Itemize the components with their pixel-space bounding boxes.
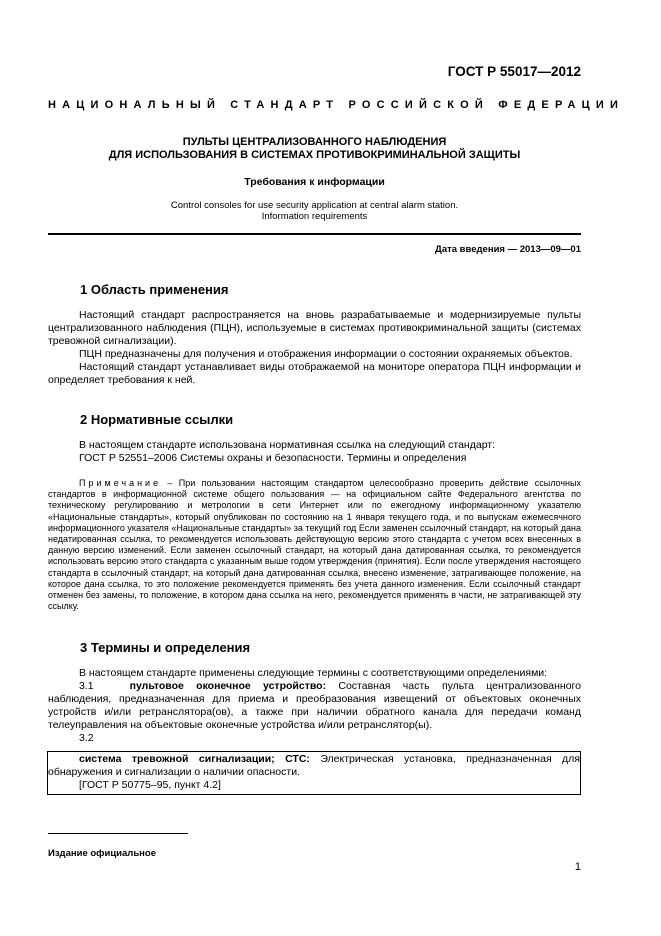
term-3-1-number: 3.1 <box>79 680 94 692</box>
section-3-body <box>48 667 581 745</box>
term-3-2 <box>48 753 580 779</box>
introduction-date: Дата введения — 2013—09—01 <box>435 244 581 255</box>
term-3-2-source: [ГОСТ Р 50775–95, пункт 4.2] <box>79 779 221 791</box>
title-line-2: ДЛЯ ИСПОЛЬЗОВАНИЯ В СИСТЕМАХ ПРОТИВОКРИМИНАЛЬНОЙ ЗАЩИТЫ <box>108 149 521 161</box>
national-standard-heading: НАЦИОНАЛЬНЫЙ СТАНДАРТ РОССИЙСКОЙ ФЕДЕРАЦИИ <box>48 99 625 111</box>
section-2-paragraph-1: В настоящем стандарте использована нормативная ссылка на следующий стандарт: <box>79 439 496 451</box>
term-3-1-definition: Составная часть пульта централизованного наблюдения, предназначенная для приема и преобразования извещений от объектовых оконечных устройств и/или ретранслятора(ов), а также при наличии обратного канала для передачи команд телеуправления на объектовые оконечные устройства и/или ретранслятор(ы). <box>48 680 581 731</box>
edition-label: Издание официальное <box>48 848 156 859</box>
english-title-line-2: Information requirements <box>261 211 368 222</box>
section-3-heading: 3 Термины и определения <box>80 640 251 655</box>
term-3-1-name: пультовое оконечное устройство: <box>129 680 327 692</box>
note-label: Примечание <box>79 478 162 488</box>
section-3-paragraph-1: В настоящем стандарте применены следующие термины с соответствующими определениями: <box>79 667 548 679</box>
title-divider <box>48 233 581 235</box>
section-1-heading: 1 Область применения <box>80 282 229 297</box>
english-title-line-1: Control consoles for use security application at central alarm station. <box>170 200 459 211</box>
footer-divider <box>48 833 188 834</box>
section-1-body <box>48 309 581 387</box>
page-number: 1 <box>574 861 581 873</box>
note-text: – При пользовании настоящим стандартом целесообразно проверить действие ссылочных стандартов в информационной системе общего пользования — на официальном сайте Федерального агентства по техническому регулированию и метрологии в сети Интернет или по ежегодному информационному указателю «Национальные стандарты», который опубликован по состоянию на 1 января текущего года, и по выпускам ежемесячного информационного указателя «Национальные стандарты» за текущий год Если заменен ссылочный стандарт, на который дана недатированная ссылка, то рекомендуется использовать действующую версию этого стандарта с учетом всех внесенных в данную версию изменений. Если заменен ссылочный стандарт, на который дана датированная ссылка, то рекомендуется использовать версию этого стандарта с указанным выше годом утверждения (принятия). Если после утверждения настоящего стандарта в ссылочный стандарт, на который дана датированная ссылка, внесено изменение, затрагивающее положение, на которое дана ссылка, то это положение рекомендуется применять без учета данного изменения. Если ссылочный стандарт отменен без замены, то положение, в котором дана ссылка на него, рекомендуется применять в части, не затрагивающей эту ссылку. <box>48 478 581 612</box>
title-line-1: ПУЛЬТЫ ЦЕНТРАЛИЗОВАННОГО НАБЛЮДЕНИЯ <box>182 136 447 148</box>
term-3-2-definition: Электрическая установка, предназначенная для обнаружения и сигнализации о наличии опасности. <box>48 753 580 778</box>
term-3-1 <box>48 680 581 732</box>
section-2-note <box>48 478 581 612</box>
section-1-paragraph-2: ПЦН предназначены для получения и отображения информации о состоянии охраняемых объектов. <box>79 348 573 360</box>
section-1-paragraph-1: Настоящий стандарт распространяется на вновь разрабатываемые и модернизируемые пульты централизованного наблюдения (ПЦН), используемые в системах противокриминальной защиты (системах тревожной сигнализации). <box>48 309 581 347</box>
section-2-body <box>48 439 581 465</box>
section-2-reference: ГОСТ Р 52551–2006 Системы охраны и безопасности. Термины и определения <box>79 452 467 464</box>
term-3-2-name: система тревожной сигнализации; СТС: <box>79 753 310 765</box>
subtitle: Требования к информации <box>244 176 385 188</box>
term-3-2-number: 3.2 <box>79 732 94 744</box>
term-3-2-box <box>47 751 581 795</box>
section-2-heading: 2 Нормативные ссылки <box>80 412 234 427</box>
section-1-paragraph-3: Настоящий стандарт устанавливает виды отображаемой на мониторе оператора ПЦН информации и определяет требования к ней. <box>48 361 581 386</box>
document-code: ГОСТ Р 55017—2012 <box>447 64 581 79</box>
